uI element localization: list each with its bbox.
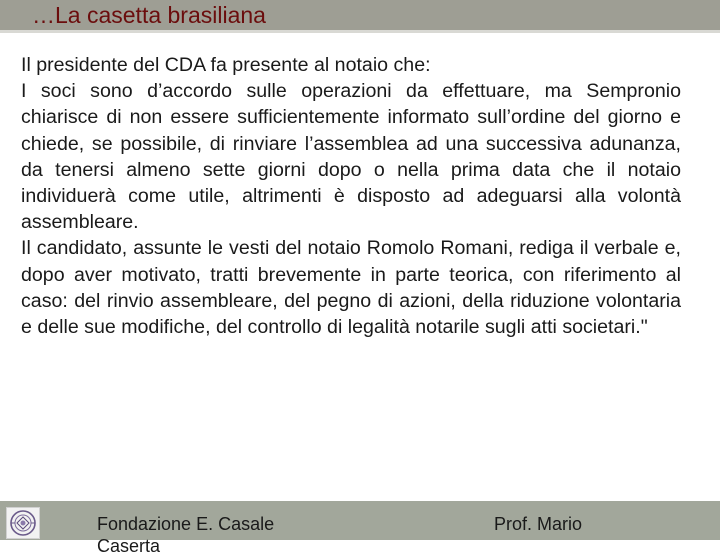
body-paragraph-facts: I soci sono d’accordo sulle operazioni da effettuare, ma Sempronio chiarisce di non essere sufficientemente informato sull’ordine del giorno e chiede, se possibile, di rinviare l’assemblea ad una successiva adunanza, da tenersi almeno sette giorni dopo o nella prima data che il notaio individuerà come utile, altrimenti è disposto ad adeguarsi alla volontà assembleare. <box>21 80 681 234</box>
seal-logo-icon <box>6 507 40 539</box>
body-paragraph-task: Il candidato, assunte le vesti del notaio Romolo Romani, rediga il verbale e, dopo aver motivato, tratti brevemente in parte teorica, con riferimento al caso: del rinvio assembleare, del pegno di azioni, della riduzione volontaria e delle sue modifiche, del controllo di legalità notarile sugli atti societari." <box>21 237 681 339</box>
footer-bar <box>0 501 720 556</box>
slide-title: …La casetta brasiliana <box>32 2 266 28</box>
footer-organization <box>97 513 274 557</box>
title-divider <box>0 30 720 33</box>
footer-author: Prof. Mario <box>494 514 583 534</box>
slide-body <box>21 52 681 340</box>
footer-organization-overflow: Caserta <box>97 536 161 556</box>
body-paragraph-intro: Il presidente del CDA fa presente al notaio che: <box>21 54 431 76</box>
footer-organization-name: Fondazione E. Casale <box>97 514 275 534</box>
title-bar <box>0 0 720 30</box>
